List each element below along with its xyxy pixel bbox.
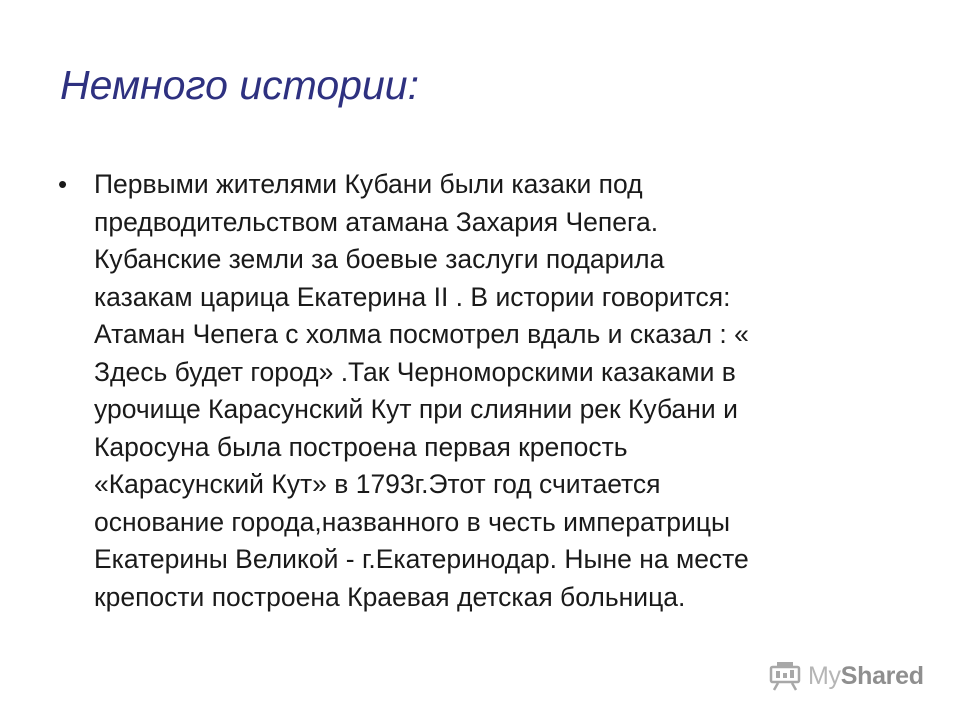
- text-line: Каросуна была построена первая крепость: [94, 431, 628, 462]
- watermark-text-my: My: [808, 661, 841, 690]
- text-line: Здесь будет город» .Так Черноморскими казаками в: [94, 356, 736, 387]
- bullet-list: [58, 166, 918, 616]
- text-line: предводительством атамана Захария Чепега.: [94, 206, 659, 237]
- text-line: крепости построена Краевая детская больница.: [94, 581, 686, 612]
- bullet-dot: •: [58, 169, 68, 199]
- bullet-item: [58, 166, 918, 616]
- bullet-text: [94, 166, 918, 616]
- presentation-board-icon: [768, 661, 802, 691]
- text-line: казакам царица Екатерина II . В истории говорится:: [94, 281, 731, 312]
- text-line: Атаман Чепега с холма посмотрел вдаль и сказал : «: [94, 319, 749, 349]
- text-line: Первыми жителями Кубани были казаки под: [94, 169, 643, 199]
- text-line: Кубанские земли за боевые заслуги подарила: [94, 244, 665, 274]
- watermark-text-shared: Shared: [840, 661, 924, 690]
- text-line: основание города,названного в честь императрицы: [94, 506, 731, 537]
- myshared-watermark[interactable]: [768, 658, 924, 694]
- text-line: «Карасунский Кут» в 1793г.Этот год считается: [94, 469, 661, 499]
- text-line: Екатерины Великой - г.Екатеринодар. Ныне на месте: [94, 544, 749, 574]
- watermark-text: [808, 662, 924, 691]
- slide-title: Немного истории:: [60, 62, 419, 108]
- text-line: урочище Карасунский Кут при слиянии рек Кубани и: [94, 394, 738, 424]
